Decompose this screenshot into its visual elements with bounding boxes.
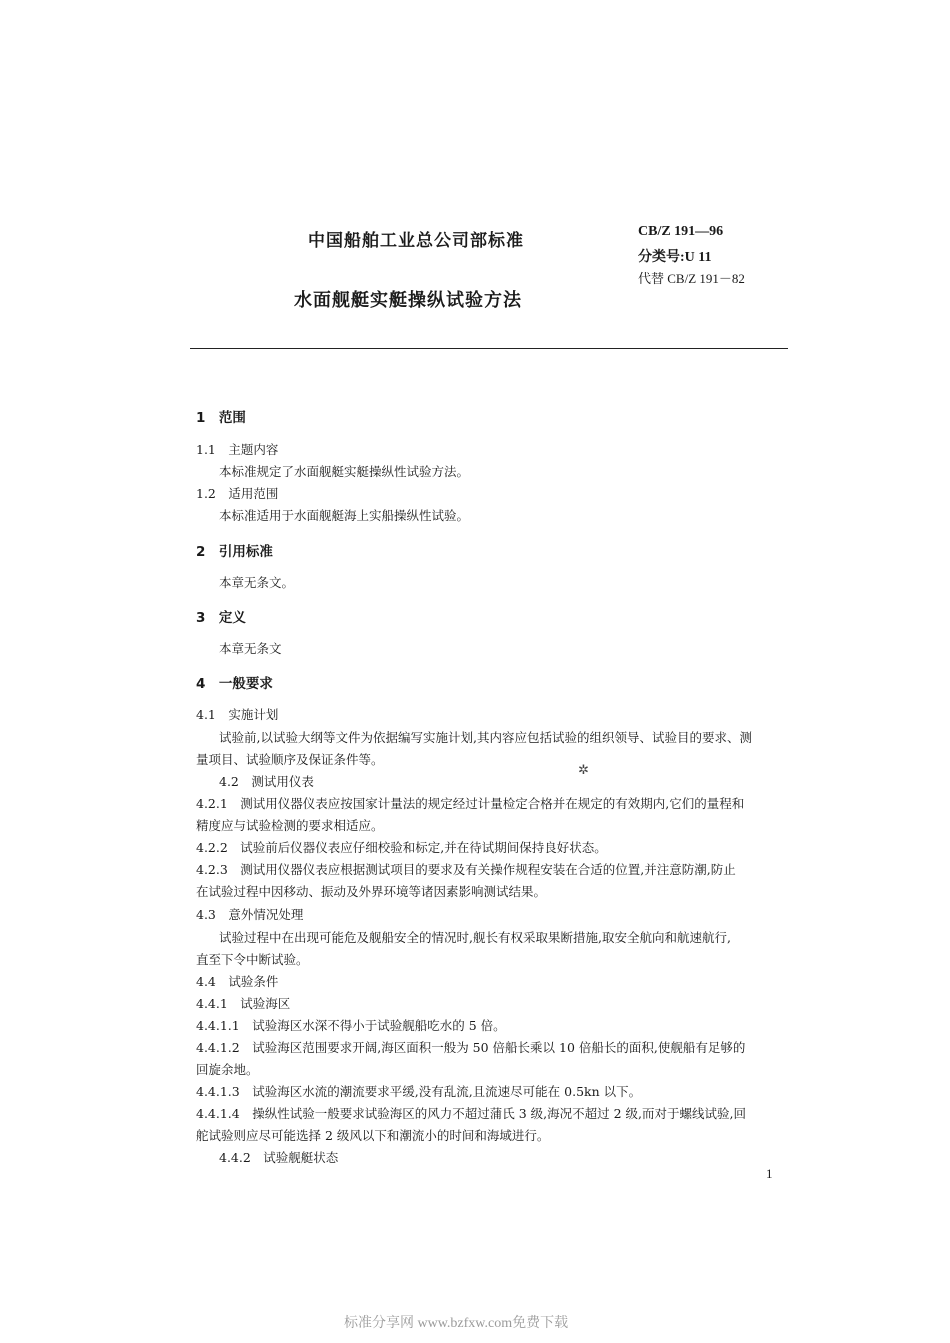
section-4-4-1-4-text-cont: 舵试验则应尽可能选择 2 级风以下和潮流小的时间和海域进行。 (196, 1128, 550, 1143)
section-4-3-heading: 4.3 意外情况处理 (196, 907, 304, 922)
document-title: 水面舰艇实艇操纵试验方法 (294, 290, 522, 311)
section-4-2-1-text: 4.2.1 测试用仪器仪表应按国家计量法的规定经过计量检定合格并在规定的有效期内,它们的量程和 (196, 796, 745, 811)
section-4-4-1-3-text: 4.4.1.3 试验海区水流的潮流要求平缓,没有乱流,且流速尽可能在 0.5kn 以下。 (196, 1084, 642, 1099)
page-number: 1 (766, 1166, 773, 1181)
section-4-heading: 4 一般要求 (196, 676, 273, 692)
section-1-2-heading: 1.2 适用范围 (196, 486, 279, 501)
section-2-heading: 2 引用标准 (196, 544, 273, 560)
ink-mark-icon: ✲ (578, 763, 589, 778)
watermark: 标准分享网 www.bzfxw.com免费下载 (344, 1316, 569, 1331)
section-1-1-text: 本标准规定了水面舰艇实艇操纵性试验方法。 (219, 464, 470, 479)
section-4-3-text-cont: 直至下令中断试验。 (196, 952, 309, 967)
header-divider (190, 348, 788, 349)
section-4-1-text-cont: 量项目、试验顺序及保证条件等。 (196, 752, 384, 767)
section-4-4-1-heading: 4.4.1 试验海区 (196, 996, 291, 1011)
section-1-1-heading: 1.1 主题内容 (196, 442, 279, 457)
section-4-4-2-heading: 4.4.2 试验舰艇状态 (219, 1150, 339, 1165)
section-4-4-1-2-text: 4.4.1.2 试验海区范围要求开阔,海区面积一般为 50 倍船长乘以 10 倍船长的面积,使舰船有足够的 (196, 1040, 746, 1055)
section-4-2-3-text-cont: 在试验过程中因移动、振动及外界环境等诸因素影响测试结果。 (196, 884, 547, 899)
section-4-4-1-2-text-cont: 回旋余地。 (196, 1062, 259, 1077)
section-1-heading: 1 范围 (196, 410, 246, 426)
section-2-text: 本章无条文。 (219, 575, 295, 590)
section-4-4-heading: 4.4 试验条件 (196, 974, 279, 989)
section-4-2-3-text: 4.2.3 测试用仪器仪表应根据测试项目的要求及有关操作规程安装在合适的位置,并注意防潮,防止 (196, 862, 736, 877)
section-4-4-1-4-text: 4.4.1.4 操纵性试验一般要求试验海区的风力不超过蒲氏 3 级,海况不超过 2 级,而对于螺线试验,回 (196, 1106, 746, 1121)
section-4-1-text: 试验前,以试验大纲等文件为依据编写实施计划,其内容应包括试验的组织领导、试验目的要求、测 (219, 730, 752, 745)
section-4-3-text: 试验过程中在出现可能危及舰船安全的情况时,舰长有权采取果断措施,取安全航向和航速航行, (219, 930, 731, 945)
section-4-4-1-1-text: 4.4.1.1 试验海区水深不得小于试验舰船吃水的 5 倍。 (196, 1018, 506, 1033)
section-4-2-2-text: 4.2.2 试验前后仪器仪表应仔细校验和标定,并在待试期间保持良好状态。 (196, 840, 607, 855)
section-1-2-text: 本标准适用于水面舰艇海上实船操纵性试验。 (219, 508, 470, 523)
section-3-heading: 3 定义 (196, 610, 246, 626)
classification-number: 分类号:U 11 (638, 250, 712, 265)
section-3-text: 本章无条文 (219, 641, 282, 656)
standard-organization: 中国船舶工业总公司部标准 (308, 231, 524, 251)
replaces-standard: 代替 CB/Z 191－82 (638, 271, 745, 286)
section-4-2-heading: 4.2 测试用仪表 (219, 774, 314, 789)
section-4-1-heading: 4.1 实施计划 (196, 707, 279, 722)
section-4-2-1-text-cont: 精度应与试验检测的要求相适应。 (196, 818, 384, 833)
standard-code: CB/Z 191—96 (638, 224, 724, 239)
